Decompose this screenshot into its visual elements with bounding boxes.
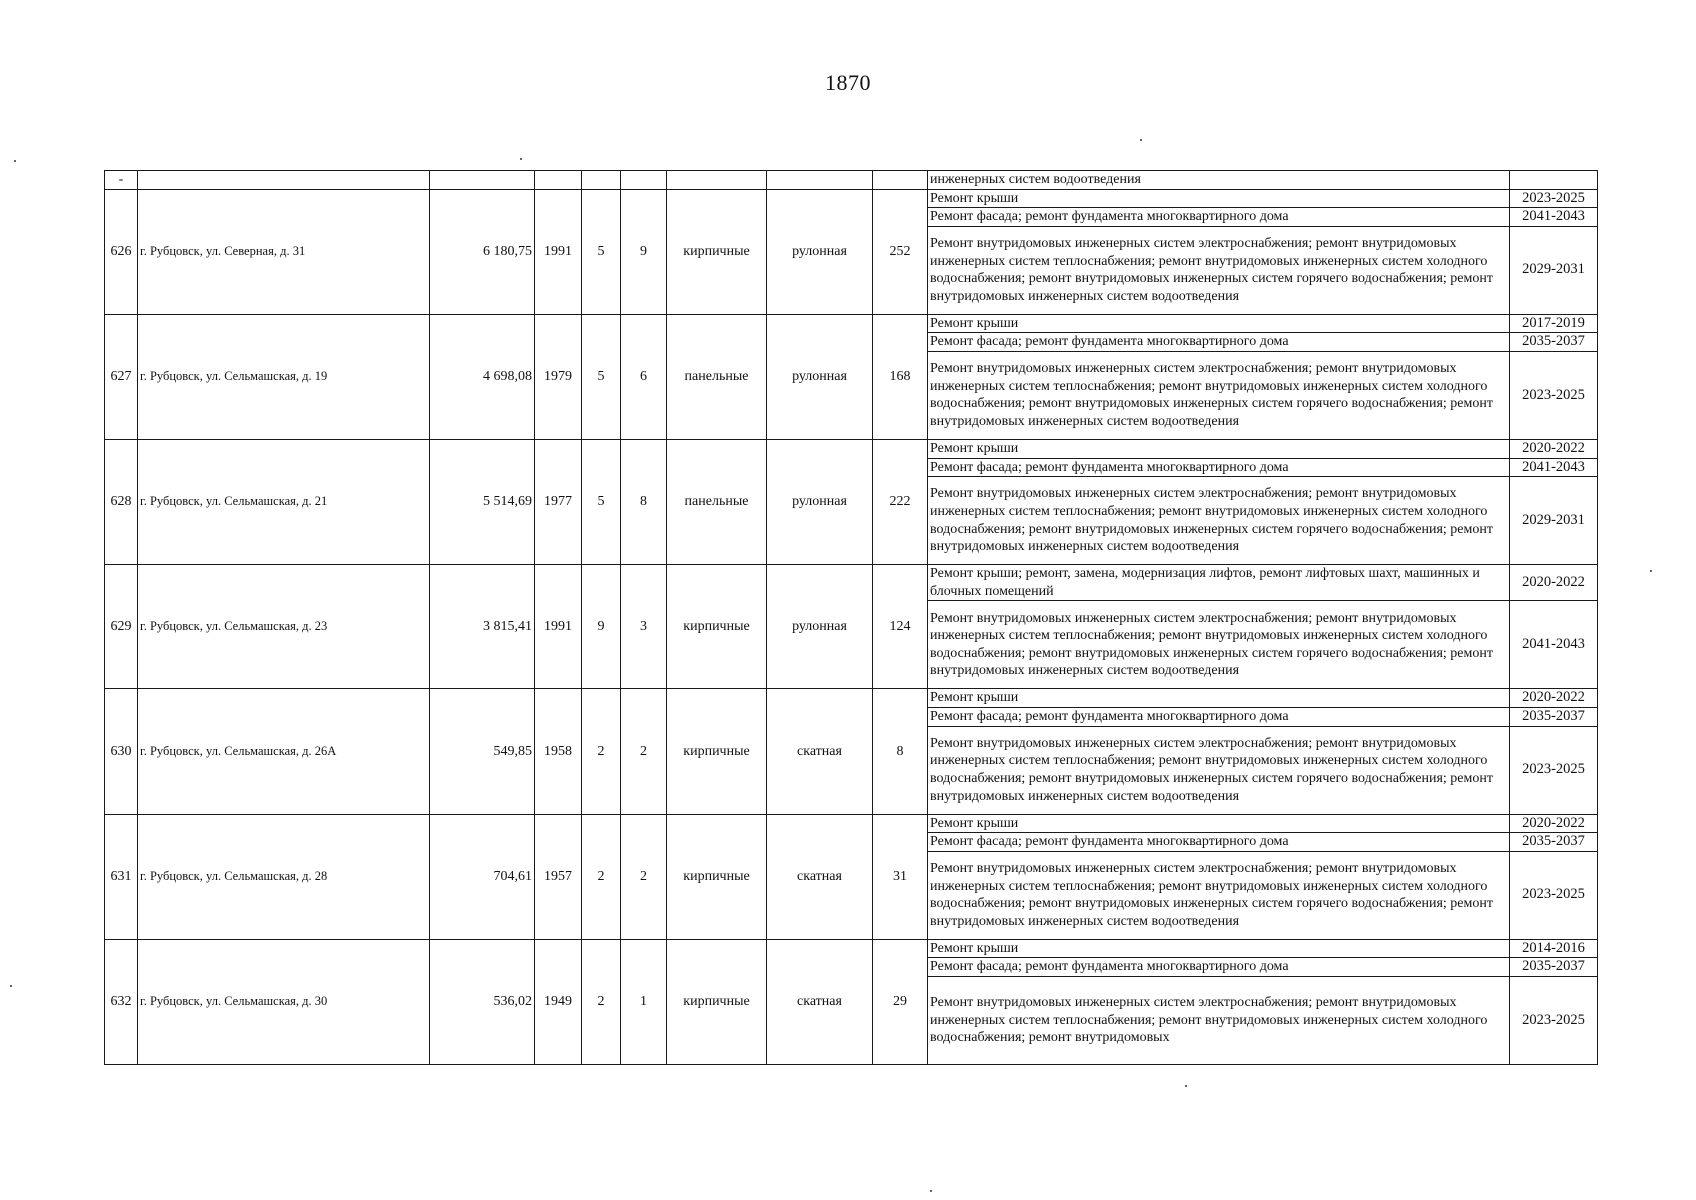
address: г. Рубцовск, ул. Сельмашская, д. 19 bbox=[138, 314, 430, 439]
work-description: Ремонт внутридомовых инженерных систем электроснабжения; ремонт внутридомовых инженерных систем теплоснабжения; ремонт внутридомовых инженерных систем холодного водоснабжения; ремонт внутридомовых инженерных систем горячего водоснабжения; ремонт внутридомовых инженерных систем водоотведения bbox=[928, 226, 1510, 314]
continuation-marker: - bbox=[105, 171, 138, 190]
continuation-row bbox=[105, 171, 1598, 190]
address: г. Рубцовск, ул. Сельмашская, д. 23 bbox=[138, 565, 430, 689]
total-area: 536,02 bbox=[430, 939, 535, 1064]
roof-type: рулонная bbox=[767, 439, 873, 564]
work-description: Ремонт внутридомовых инженерных систем электроснабжения; ремонт внутридомовых инженерных систем теплоснабжения; ремонт внутридомовых инженерных систем холодного водоснабжения; ремонт внутридомовых инженерных систем горячего водоснабжения; ремонт внутридомовых инженерных систем водоотведения bbox=[928, 726, 1510, 814]
work-description: Ремонт фасада; ремонт фундамента многоквартирного дома bbox=[928, 333, 1510, 352]
apartments-count: 222 bbox=[873, 439, 928, 564]
floors-count: 5 bbox=[582, 439, 621, 564]
build-year: 1957 bbox=[535, 814, 582, 939]
apartments-count: 124 bbox=[873, 565, 928, 689]
work-period: 2023-2025 bbox=[1510, 976, 1598, 1064]
work-period: 2035-2037 bbox=[1510, 958, 1598, 977]
entrances-count: 3 bbox=[621, 565, 667, 689]
row-number: 632 bbox=[105, 939, 138, 1064]
work-description: Ремонт внутридомовых инженерных систем электроснабжения; ремонт внутридомовых инженерных систем теплоснабжения; ремонт внутридомовых инженерных систем холодного водоснабжения; ремонт внутридомовых инженерных систем горячего водоснабжения; ремонт внутридомовых инженерных систем водоотведения bbox=[928, 601, 1510, 689]
work-description: Ремонт крыши bbox=[928, 439, 1510, 458]
table-row bbox=[105, 439, 1598, 458]
apartments-count: 29 bbox=[873, 939, 928, 1064]
row-number: 631 bbox=[105, 814, 138, 939]
build-year: 1991 bbox=[535, 565, 582, 689]
entrances-count: 2 bbox=[621, 689, 667, 814]
work-description: Ремонт крыши bbox=[928, 814, 1510, 833]
row-number: 626 bbox=[105, 189, 138, 314]
work-description: Ремонт внутридомовых инженерных систем электроснабжения; ремонт внутридомовых инженерных систем теплоснабжения; ремонт внутридомовых инженерных систем холодного водоснабжения; ремонт внутридомовых инженерных систем горячего водоснабжения; ремонт внутридомовых инженерных систем водоотведения bbox=[928, 477, 1510, 565]
work-period: 2017-2019 bbox=[1510, 314, 1598, 333]
work-period: 2035-2037 bbox=[1510, 833, 1598, 852]
table-row bbox=[105, 314, 1598, 333]
build-year: 1977 bbox=[535, 439, 582, 564]
work-period: 2041-2043 bbox=[1510, 208, 1598, 227]
address: г. Рубцовск, ул. Сельмашская, д. 30 bbox=[138, 939, 430, 1064]
work-description: Ремонт крыши bbox=[928, 314, 1510, 333]
work-description: Ремонт внутридомовых инженерных систем электроснабжения; ремонт внутридомовых инженерных систем теплоснабжения; ремонт внутридомовых инженерных систем холодного водоснабжения; ремонт внутридомовых bbox=[928, 976, 1510, 1064]
wall-material: кирпичные bbox=[667, 814, 767, 939]
work-description: Ремонт крыши bbox=[928, 689, 1510, 708]
build-year: 1949 bbox=[535, 939, 582, 1064]
work-description: Ремонт фасада; ремонт фундамента многоквартирного дома bbox=[928, 707, 1510, 726]
roof-type: скатная bbox=[767, 939, 873, 1064]
address: г. Рубцовск, ул. Сельмашская, д. 28 bbox=[138, 814, 430, 939]
roof-type: скатная bbox=[767, 814, 873, 939]
address: г. Рубцовск, ул. Сельмашская, д. 26А bbox=[138, 689, 430, 814]
work-description: Ремонт фасада; ремонт фундамента многоквартирного дома bbox=[928, 208, 1510, 227]
table-row bbox=[105, 939, 1598, 958]
scan-speck bbox=[930, 1190, 932, 1192]
entrances-count: 6 bbox=[621, 314, 667, 439]
build-year: 1991 bbox=[535, 189, 582, 314]
roof-type: скатная bbox=[767, 689, 873, 814]
table-row bbox=[105, 189, 1598, 208]
wall-material: кирпичные bbox=[667, 189, 767, 314]
work-description: Ремонт внутридомовых инженерных систем электроснабжения; ремонт внутридомовых инженерных систем теплоснабжения; ремонт внутридомовых инженерных систем холодного водоснабжения; ремонт внутридомовых инженерных систем горячего водоснабжения; ремонт внутридомовых инженерных систем водоотведения bbox=[928, 351, 1510, 439]
entrances-count: 9 bbox=[621, 189, 667, 314]
continuation-work: инженерных систем водоотведения bbox=[928, 171, 1510, 190]
total-area: 5 514,69 bbox=[430, 439, 535, 564]
work-period: 2023-2025 bbox=[1510, 726, 1598, 814]
work-period: 2020-2022 bbox=[1510, 689, 1598, 708]
address: г. Рубцовск, ул. Сельмашская, д. 21 bbox=[138, 439, 430, 564]
work-description: Ремонт крыши bbox=[928, 939, 1510, 958]
work-period: 2020-2022 bbox=[1510, 814, 1598, 833]
apartments-count: 252 bbox=[873, 189, 928, 314]
wall-material: кирпичные bbox=[667, 565, 767, 689]
roof-type: рулонная bbox=[767, 314, 873, 439]
total-area: 704,61 bbox=[430, 814, 535, 939]
table-row bbox=[105, 689, 1598, 708]
roof-type: рулонная bbox=[767, 189, 873, 314]
roof-type: рулонная bbox=[767, 565, 873, 689]
scan-speck bbox=[1140, 139, 1142, 141]
entrances-count: 8 bbox=[621, 439, 667, 564]
scan-speck bbox=[520, 158, 522, 160]
floors-count: 2 bbox=[582, 814, 621, 939]
housing-register-table bbox=[104, 170, 1598, 1065]
scan-speck bbox=[1650, 570, 1652, 572]
entrances-count: 2 bbox=[621, 814, 667, 939]
apartments-count: 8 bbox=[873, 689, 928, 814]
work-period: 2035-2037 bbox=[1510, 333, 1598, 352]
total-area: 3 815,41 bbox=[430, 565, 535, 689]
build-year: 1979 bbox=[535, 314, 582, 439]
build-year: 1958 bbox=[535, 689, 582, 814]
work-period: 2020-2022 bbox=[1510, 565, 1598, 601]
table-row bbox=[105, 565, 1598, 601]
table-body bbox=[105, 171, 1598, 1065]
work-period: 2023-2025 bbox=[1510, 851, 1598, 939]
entrances-count: 1 bbox=[621, 939, 667, 1064]
scan-speck bbox=[1185, 1085, 1187, 1087]
apartments-count: 31 bbox=[873, 814, 928, 939]
work-period: 2014-2016 bbox=[1510, 939, 1598, 958]
total-area: 549,85 bbox=[430, 689, 535, 814]
work-period: 2035-2037 bbox=[1510, 707, 1598, 726]
scan-speck bbox=[14, 160, 16, 162]
work-description: Ремонт фасада; ремонт фундамента многоквартирного дома bbox=[928, 833, 1510, 852]
work-description: Ремонт внутридомовых инженерных систем электроснабжения; ремонт внутридомовых инженерных систем теплоснабжения; ремонт внутридомовых инженерных систем холодного водоснабжения; ремонт внутридомовых инженерных систем горячего водоснабжения; ремонт внутридомовых инженерных систем водоотведения bbox=[928, 851, 1510, 939]
wall-material: панельные bbox=[667, 314, 767, 439]
work-period: 2041-2043 bbox=[1510, 601, 1598, 689]
work-description: Ремонт фасада; ремонт фундамента многоквартирного дома bbox=[928, 458, 1510, 477]
table-row bbox=[105, 814, 1598, 833]
work-period: 2029-2031 bbox=[1510, 226, 1598, 314]
work-period: 2020-2022 bbox=[1510, 439, 1598, 458]
work-description: Ремонт крыши bbox=[928, 189, 1510, 208]
floors-count: 5 bbox=[582, 314, 621, 439]
work-period: 2041-2043 bbox=[1510, 458, 1598, 477]
page-number: 1870 bbox=[825, 70, 871, 95]
work-description: Ремонт крыши; ремонт, замена, модернизация лифтов, ремонт лифтовых шахт, машинных и блочных помещений bbox=[928, 565, 1510, 601]
work-period: 2023-2025 bbox=[1510, 351, 1598, 439]
wall-material: панельные bbox=[667, 439, 767, 564]
row-number: 628 bbox=[105, 439, 138, 564]
work-description: Ремонт фасада; ремонт фундамента многоквартирного дома bbox=[928, 958, 1510, 977]
total-area: 6 180,75 bbox=[430, 189, 535, 314]
floors-count: 5 bbox=[582, 189, 621, 314]
address: г. Рубцовск, ул. Северная, д. 31 bbox=[138, 189, 430, 314]
floors-count: 9 bbox=[582, 565, 621, 689]
wall-material: кирпичные bbox=[667, 689, 767, 814]
floors-count: 2 bbox=[582, 689, 621, 814]
row-number: 630 bbox=[105, 689, 138, 814]
row-number: 629 bbox=[105, 565, 138, 689]
work-period: 2029-2031 bbox=[1510, 477, 1598, 565]
work-period: 2023-2025 bbox=[1510, 189, 1598, 208]
scan-speck bbox=[10, 985, 12, 987]
apartments-count: 168 bbox=[873, 314, 928, 439]
floors-count: 2 bbox=[582, 939, 621, 1064]
row-number: 627 bbox=[105, 314, 138, 439]
wall-material: кирпичные bbox=[667, 939, 767, 1064]
total-area: 4 698,08 bbox=[430, 314, 535, 439]
